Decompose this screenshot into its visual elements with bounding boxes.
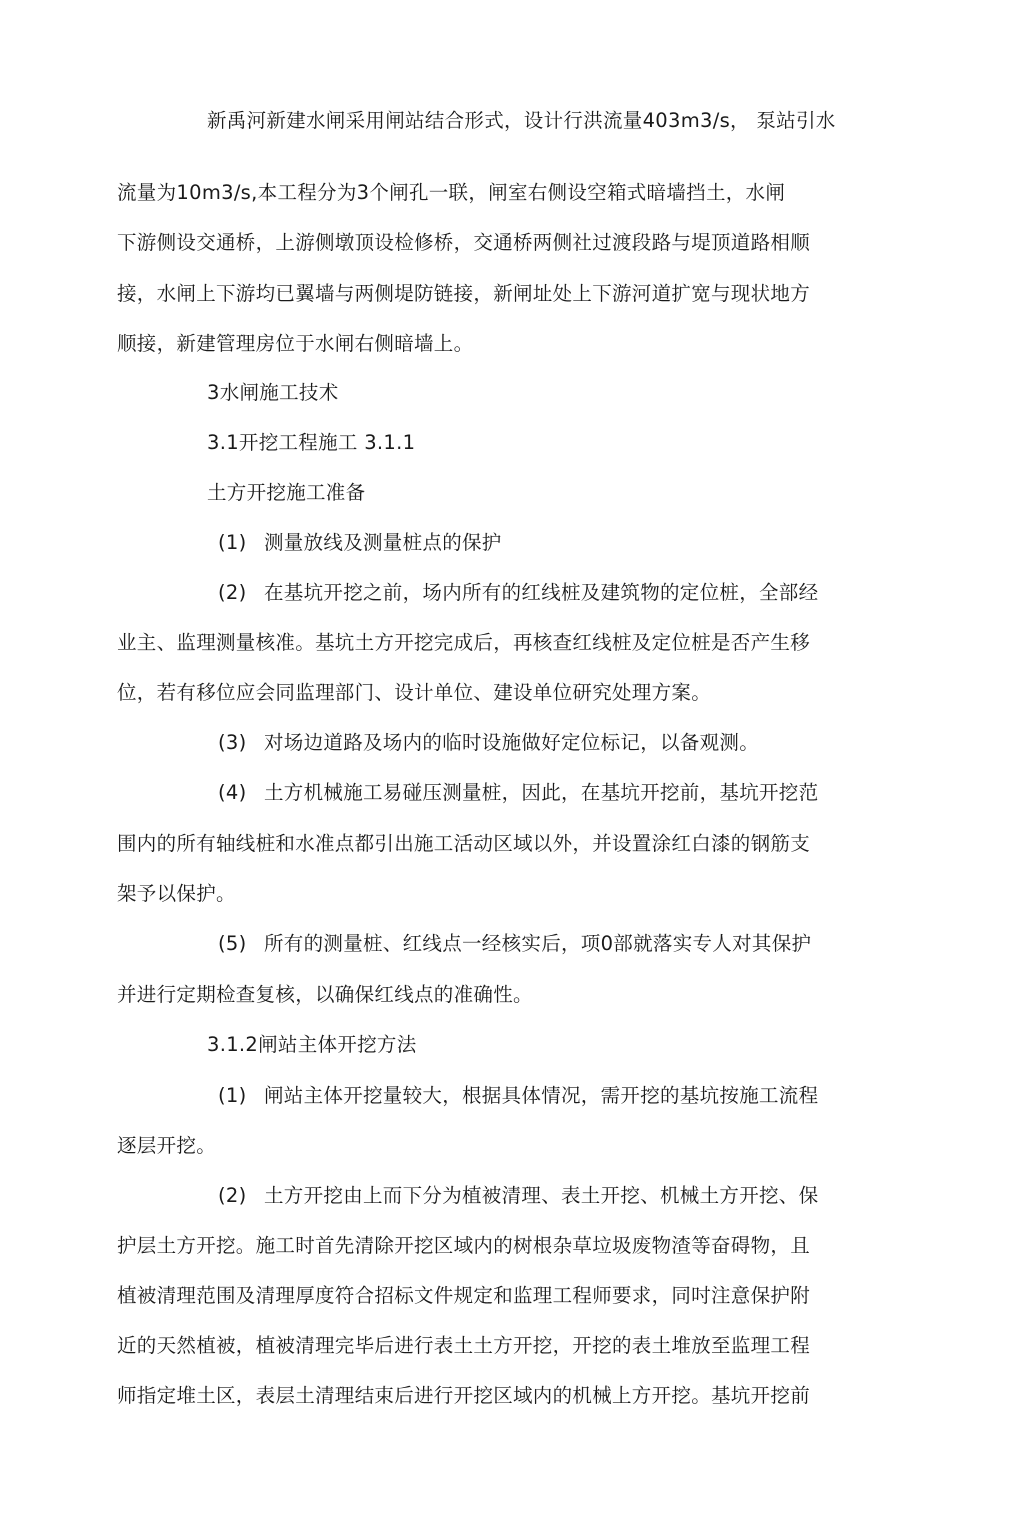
paragraph-line: 流量为10m3/s,本工程分为3个闸孔一联，闸室右侧设空箱式暗墙挡土，水闸 bbox=[117, 181, 786, 204]
section-heading: 3水闸施工技术 bbox=[207, 381, 339, 404]
paragraph-line: 下游侧设交通桥，上游侧墩顶设检修桥，交通桥两侧社过渡段路与堤顶道路相顺 bbox=[117, 231, 811, 254]
subsection-title: 土方开挖施工准备 bbox=[207, 481, 366, 504]
item-text: 所有的测量桩、红线点一经核实后，项0部就落实专人对其保护 bbox=[264, 932, 812, 955]
list-item bbox=[218, 580, 818, 606]
item-text: 在基坑开挖之前，场内所有的红线桩及建筑物的定位桩，全部经 bbox=[264, 581, 819, 604]
item-text: 土方机械施工易碰压测量桩，因此，在基坑开挖前，基坑开挖范 bbox=[264, 781, 819, 804]
paragraph-line: 围内的所有轴线桩和水准点都引出施工活动区域以外，并设置涂红白漆的钢筋支 bbox=[117, 832, 811, 855]
paragraph-line: 接，水闸上下游均已翼墙与两侧堤防链接，新闸址处上下游河道扩宽与现状地方 bbox=[117, 282, 811, 305]
item-number: (1) bbox=[218, 531, 247, 554]
paragraph-line: 近的天然植被，植被清理完毕后进行表土土方开挖，开挖的表土堆放至监理工程 bbox=[117, 1334, 811, 1357]
paragraph-line: 业主、监理测量核准。基坑土方开挖完成后，再核查红线桩及定位桩是否产生移 bbox=[117, 631, 811, 654]
subsection-heading: 3.1.2闸站主体开挖方法 bbox=[207, 1033, 417, 1056]
item-number: (2) bbox=[218, 581, 247, 604]
paragraph-line: 护层土方开挖。施工时首先清除开挖区域内的树根杂草垃圾废物渣等奋碍物，且 bbox=[117, 1234, 811, 1257]
list-item bbox=[218, 931, 811, 957]
item-number: (4) bbox=[218, 781, 247, 804]
paragraph-line: 架予以保护。 bbox=[117, 882, 236, 905]
paragraph-line: 并进行定期检查复核，以确保红线点的准确性。 bbox=[117, 983, 533, 1006]
paragraph-line: 植被清理范围及清理厚度符合招标文件规定和监理工程师要求，同吋注意保护附 bbox=[117, 1284, 811, 1307]
paragraph-line: 师指定堆土区，表层土清理结束后进行开挖区域内的机械上方开挖。基坑开挖前 bbox=[117, 1384, 811, 1407]
paragraph-line: 位，若有移位应会同监理部门、设计单位、建设单位研究处理方案。 bbox=[117, 681, 712, 704]
item-number: (2) bbox=[218, 1184, 247, 1207]
item-text: 闸站主体开挖量较大，根据具体情况，需开挖的基坑按施工流程 bbox=[264, 1084, 819, 1107]
list-item bbox=[218, 1083, 818, 1109]
list-item bbox=[218, 730, 759, 756]
item-number: (1) bbox=[218, 1084, 247, 1107]
subsection-heading: 3.1开挖工程施工 3.1.1 bbox=[207, 431, 416, 454]
list-item bbox=[218, 1183, 818, 1209]
item-text: 对场边道路及场内的临时设施做好定位标记，以备观测。 bbox=[264, 731, 760, 754]
list-item bbox=[218, 530, 502, 556]
list-item bbox=[218, 780, 818, 806]
paragraph-line: 顺接，新建管理房位于水闸右侧暗墙上。 bbox=[117, 332, 474, 355]
item-text: 土方开挖由上而下分为植被清理、表土开挖、机械土方开挖、保 bbox=[264, 1184, 819, 1207]
item-number: (5) bbox=[218, 932, 247, 955]
item-number: (3) bbox=[218, 731, 247, 754]
item-text: 测量放线及测量桩点的保护 bbox=[264, 531, 502, 554]
paragraph-line: 逐层开挖。 bbox=[117, 1134, 217, 1157]
paragraph-line: 新禹河新建水闸采用闸站结合形式，设计行洪流量403m3/s， 泵站引水 bbox=[207, 109, 836, 132]
